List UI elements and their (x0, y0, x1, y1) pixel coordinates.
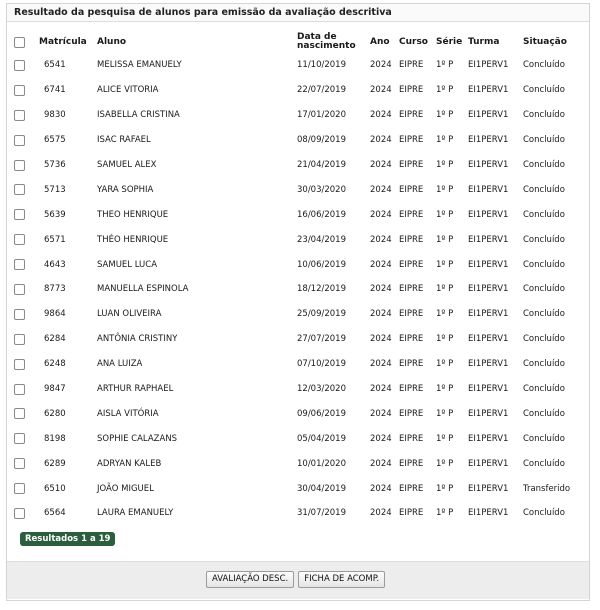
data-nascimento-cell: 10/06/2019 (297, 259, 346, 270)
turma-cell: EI1PERV1 (468, 160, 509, 170)
ano-cell: 2024 (370, 160, 392, 170)
curso-cell: EIPRE (399, 408, 424, 419)
row-checkbox[interactable] (14, 184, 25, 195)
select-all-checkbox[interactable] (14, 37, 25, 48)
turma-cell: EI1PERV1 (468, 483, 509, 494)
curso-cell: EIPRE (399, 110, 424, 121)
serie-cell: 1º P (436, 160, 454, 170)
ano-cell: 2024 (370, 483, 392, 494)
turma-cell: EI1PERV1 (468, 135, 509, 146)
row-checkbox[interactable] (14, 384, 25, 395)
header-matricula[interactable]: Matrícula (39, 36, 87, 47)
data-nascimento-cell: 23/04/2019 (297, 234, 346, 245)
turma-cell: EI1PERV1 (468, 359, 509, 370)
row-checkbox[interactable] (14, 408, 25, 419)
header-turma[interactable]: Turma (468, 36, 500, 47)
table-row[interactable] (11, 426, 588, 451)
turma-cell: EI1PERV1 (468, 458, 509, 469)
data-nascimento-cell: 08/09/2019 (297, 135, 346, 146)
turma-cell: EI1PERV1 (468, 508, 509, 519)
matricula-cell: 6741 (44, 85, 66, 96)
data-nascimento-cell: 25/09/2019 (297, 309, 346, 320)
matricula-cell: 6575 (44, 135, 66, 146)
aluno-cell: LUAN OLIVEIRA (97, 309, 162, 320)
matricula-cell: 8773 (44, 284, 66, 295)
aluno-cell: ADRYAN KALEB (97, 458, 162, 469)
turma-cell: EI1PERV1 (468, 408, 509, 419)
situacao-cell: Concluído (523, 209, 565, 220)
situacao-cell: Concluído (523, 135, 565, 146)
data-nascimento-cell: 27/07/2019 (297, 334, 346, 345)
row-checkbox-cell (11, 53, 39, 78)
row-checkbox[interactable] (14, 508, 25, 519)
header-ano[interactable]: Ano (370, 36, 390, 47)
serie-cell: 1º P (436, 334, 454, 345)
turma-cell: EI1PERV1 (468, 334, 509, 345)
curso-cell: EIPRE (399, 60, 424, 71)
action-footer (7, 561, 589, 599)
situacao-cell: Concluído (523, 284, 565, 295)
curso-cell: EIPRE (399, 135, 424, 146)
matricula-cell: 6284 (44, 334, 66, 345)
aluno-cell: SOPHIE CALAZANS (97, 433, 178, 444)
data-nascimento-cell: 09/06/2019 (297, 408, 346, 419)
data-nascimento-cell: 10/01/2020 (297, 458, 346, 469)
aluno-cell: ISABELLA CRISTINA (97, 110, 180, 121)
serie-cell: 1º P (436, 384, 454, 395)
curso-cell: EIPRE (399, 384, 424, 395)
situacao-cell: Concluído (523, 334, 565, 345)
situacao-cell: Concluído (523, 85, 565, 96)
curso-cell: EIPRE (399, 334, 424, 345)
matricula-cell: 9864 (44, 309, 66, 320)
header-checkbox-cell (11, 31, 39, 53)
table-row[interactable] (11, 227, 588, 252)
matricula-cell: 9847 (44, 384, 66, 395)
aluno-cell: ALICE VITORIA (97, 85, 159, 96)
row-checkbox[interactable] (14, 433, 25, 444)
row-checkbox-cell (11, 327, 39, 352)
serie-cell: 1º P (436, 135, 454, 146)
data-nascimento-cell: 30/03/2020 (297, 184, 346, 195)
matricula-cell: 4643 (44, 259, 66, 270)
data-nascimento-cell: 12/03/2020 (297, 384, 346, 395)
header-data-nascimento[interactable] (297, 31, 370, 53)
row-checkbox[interactable] (14, 483, 25, 494)
curso-cell: EIPRE (399, 433, 424, 444)
data-nascimento-cell: 22/07/2019 (297, 85, 346, 96)
table-row[interactable] (11, 202, 588, 227)
row-checkbox-cell (11, 377, 39, 402)
data-nascimento-cell: 11/10/2019 (297, 60, 346, 71)
data-nascimento-cell: 16/06/2019 (297, 209, 346, 220)
action-buttons (206, 571, 385, 588)
table-row[interactable] (11, 327, 588, 352)
turma-cell: EI1PERV1 (468, 85, 509, 96)
ano-cell: 2024 (370, 508, 392, 519)
panel-title: Resultado da pesquisa de alunos para emissão da avaliação descritiva (7, 4, 589, 22)
serie-cell: 1º P (436, 508, 454, 519)
ano-cell: 2024 (370, 135, 392, 146)
row-checkbox-cell (11, 252, 39, 277)
row-checkbox-cell (11, 128, 39, 153)
table-row[interactable] (11, 153, 588, 178)
aluno-cell: JOÃO MIGUEL (97, 483, 154, 494)
ano-cell: 2024 (370, 184, 392, 195)
table-row[interactable] (11, 128, 588, 153)
serie-cell: 1º P (436, 234, 454, 245)
turma-cell: EI1PERV1 (468, 234, 509, 245)
matricula-cell: 5713 (44, 184, 66, 195)
situacao-cell: Concluído (523, 184, 565, 195)
row-checkbox-cell (11, 451, 39, 476)
curso-cell: EIPRE (399, 85, 424, 96)
table-row[interactable] (11, 501, 588, 526)
curso-cell: EIPRE (399, 259, 424, 270)
row-checkbox[interactable] (14, 85, 25, 96)
ano-cell: 2024 (370, 384, 392, 395)
row-checkbox[interactable] (14, 110, 25, 121)
aluno-cell: YARA SOPHIA (97, 184, 154, 195)
matricula-cell: 6248 (44, 359, 66, 370)
turma-cell: EI1PERV1 (468, 184, 509, 195)
serie-cell: 1º P (436, 184, 454, 195)
serie-cell: 1º P (436, 259, 454, 270)
row-checkbox[interactable] (14, 334, 25, 345)
serie-cell: 1º P (436, 284, 454, 295)
matricula-cell: 6564 (44, 508, 66, 519)
matricula-cell: 8198 (44, 433, 66, 444)
row-checkbox[interactable] (14, 284, 25, 295)
row-checkbox[interactable] (14, 160, 25, 171)
data-nascimento-cell: 05/04/2019 (297, 433, 346, 444)
curso-cell: EIPRE (399, 184, 424, 195)
situacao-cell: Concluído (523, 508, 565, 519)
matricula-cell: 5639 (44, 209, 66, 220)
ano-cell: 2024 (370, 408, 392, 419)
table-row[interactable] (11, 78, 588, 103)
turma-cell: EI1PERV1 (468, 309, 509, 320)
aluno-cell: SAMUEL ALEX (97, 160, 157, 170)
serie-cell: 1º P (436, 359, 454, 370)
ano-cell: 2024 (370, 334, 392, 345)
row-checkbox-cell (11, 426, 39, 451)
data-nascimento-cell: 31/07/2019 (297, 508, 346, 519)
matricula-cell: 6571 (44, 234, 66, 245)
matricula-cell: 6280 (44, 408, 66, 419)
matricula-cell: 6289 (44, 458, 66, 469)
header-situacao[interactable]: Situação (523, 36, 567, 47)
aluno-cell: AISLA VITÓRIA (97, 408, 159, 419)
aluno-cell: SAMUEL LUCA (97, 259, 158, 270)
table-row[interactable] (11, 252, 588, 277)
table-row[interactable] (11, 476, 588, 501)
row-checkbox[interactable] (14, 359, 25, 370)
turma-cell: EI1PERV1 (468, 433, 509, 444)
header-data-line1: Data de (297, 32, 337, 42)
ano-cell: 2024 (370, 209, 392, 220)
row-checkbox-cell (11, 476, 39, 501)
ano-cell: 2024 (370, 85, 392, 96)
row-checkbox-cell (11, 501, 39, 526)
curso-cell: EIPRE (399, 234, 424, 245)
serie-cell: 1º P (436, 408, 454, 419)
situacao-cell: Concluído (523, 234, 565, 245)
avaliacao-desc-button[interactable]: AVALIAÇÃO DESC. (206, 571, 294, 588)
curso-cell: EIPRE (399, 508, 424, 519)
aluno-cell: MELISSA EMANUELY (97, 60, 182, 71)
row-checkbox-cell (11, 302, 39, 327)
ano-cell: 2024 (370, 433, 392, 444)
aluno-cell: MANUELLA ESPINOLA (97, 284, 189, 295)
curso-cell: EIPRE (399, 359, 424, 370)
students-table (11, 31, 588, 526)
aluno-cell: LAURA EMANUELY (97, 508, 174, 519)
turma-cell: EI1PERV1 (468, 384, 509, 395)
ano-cell: 2024 (370, 458, 392, 469)
serie-cell: 1º P (436, 60, 454, 71)
aluno-cell: ARTHUR RAPHAEL (97, 384, 174, 395)
row-checkbox[interactable] (14, 458, 25, 469)
matricula-cell: 5736 (44, 160, 66, 170)
row-checkbox[interactable] (14, 135, 25, 146)
situacao-cell: Concluído (523, 110, 565, 121)
row-checkbox[interactable] (14, 309, 25, 320)
results-count-badge: Resultados 1 a 19 (20, 532, 115, 546)
header-aluno[interactable]: Aluno (97, 36, 127, 47)
ano-cell: 2024 (370, 359, 392, 370)
data-nascimento-cell: 30/04/2019 (297, 483, 346, 494)
row-checkbox[interactable] (14, 259, 25, 270)
curso-cell: EIPRE (399, 284, 424, 295)
curso-cell: EIPRE (399, 209, 424, 220)
curso-cell: EIPRE (399, 483, 424, 494)
serie-cell: 1º P (436, 110, 454, 121)
aluno-cell: ANA LUIZA (97, 359, 143, 370)
serie-cell: 1º P (436, 483, 454, 494)
header-data-line2: nascimento (297, 41, 356, 51)
ano-cell: 2024 (370, 60, 392, 71)
row-checkbox-cell (11, 202, 39, 227)
ano-cell: 2024 (370, 110, 392, 121)
row-checkbox-cell (11, 277, 39, 302)
turma-cell: EI1PERV1 (468, 60, 509, 71)
ano-cell: 2024 (370, 234, 392, 245)
serie-cell: 1º P (436, 209, 454, 220)
situacao-cell: Concluído (523, 309, 565, 320)
aluno-cell: THÉO HENRIQUE (97, 234, 169, 245)
data-nascimento-cell: 17/01/2020 (297, 110, 346, 121)
serie-cell: 1º P (436, 433, 454, 444)
situacao-cell: Transferido (523, 483, 571, 494)
row-checkbox[interactable] (14, 234, 25, 245)
turma-cell: EI1PERV1 (468, 110, 509, 121)
turma-cell: EI1PERV1 (468, 284, 509, 295)
aluno-cell: ANTÔNIA CRISTINY (97, 334, 178, 345)
data-nascimento-cell: 21/04/2019 (297, 160, 346, 170)
ficha-acomp-button[interactable]: FICHA DE ACOMP. (298, 571, 385, 588)
table-row[interactable] (11, 53, 588, 78)
table-row[interactable] (11, 352, 588, 377)
situacao-cell: Concluído (523, 359, 565, 370)
situacao-cell: Concluído (523, 408, 565, 419)
aluno-cell: THEO HENRIQUE (97, 209, 169, 220)
row-checkbox[interactable] (14, 209, 25, 220)
table-row[interactable] (11, 103, 588, 128)
row-checkbox-cell (11, 401, 39, 426)
row-checkbox-cell (11, 352, 39, 377)
curso-cell: EIPRE (399, 458, 424, 469)
matricula-cell: 9830 (44, 110, 66, 121)
row-checkbox-cell (11, 177, 39, 202)
serie-cell: 1º P (436, 85, 454, 96)
results-panel (6, 3, 590, 601)
situacao-cell: Concluído (523, 458, 565, 469)
table-row[interactable] (11, 401, 588, 426)
header-serie[interactable]: Série (436, 36, 463, 47)
matricula-cell: 6510 (44, 483, 66, 494)
situacao-cell: Concluído (523, 160, 565, 170)
ano-cell: 2024 (370, 259, 392, 270)
serie-cell: 1º P (436, 458, 454, 469)
situacao-cell: Concluído (523, 60, 565, 71)
ano-cell: 2024 (370, 309, 392, 320)
table-row[interactable] (11, 277, 588, 302)
table-row[interactable] (11, 302, 588, 327)
data-nascimento-cell: 18/12/2019 (297, 284, 346, 295)
table-row[interactable] (11, 451, 588, 476)
row-checkbox-cell (11, 78, 39, 103)
row-checkbox-cell (11, 103, 39, 128)
data-nascimento-cell: 07/10/2019 (297, 359, 346, 370)
situacao-cell: Concluído (523, 433, 565, 444)
situacao-cell: Concluído (523, 384, 565, 395)
turma-cell: EI1PERV1 (468, 259, 509, 270)
situacao-cell: Concluído (523, 259, 565, 270)
curso-cell: EIPRE (399, 160, 424, 170)
aluno-cell: ISAC RAFAEL (97, 135, 151, 146)
header-curso[interactable]: Curso (399, 36, 428, 47)
table-header-row (11, 31, 588, 53)
matricula-cell: 6541 (44, 60, 66, 71)
ano-cell: 2024 (370, 284, 392, 295)
row-checkbox-cell (11, 153, 39, 178)
table-row[interactable] (11, 177, 588, 202)
turma-cell: EI1PERV1 (468, 209, 509, 220)
serie-cell: 1º P (436, 309, 454, 320)
curso-cell: EIPRE (399, 309, 424, 320)
row-checkbox[interactable] (14, 60, 25, 71)
row-checkbox-cell (11, 227, 39, 252)
table-row[interactable] (11, 377, 588, 402)
